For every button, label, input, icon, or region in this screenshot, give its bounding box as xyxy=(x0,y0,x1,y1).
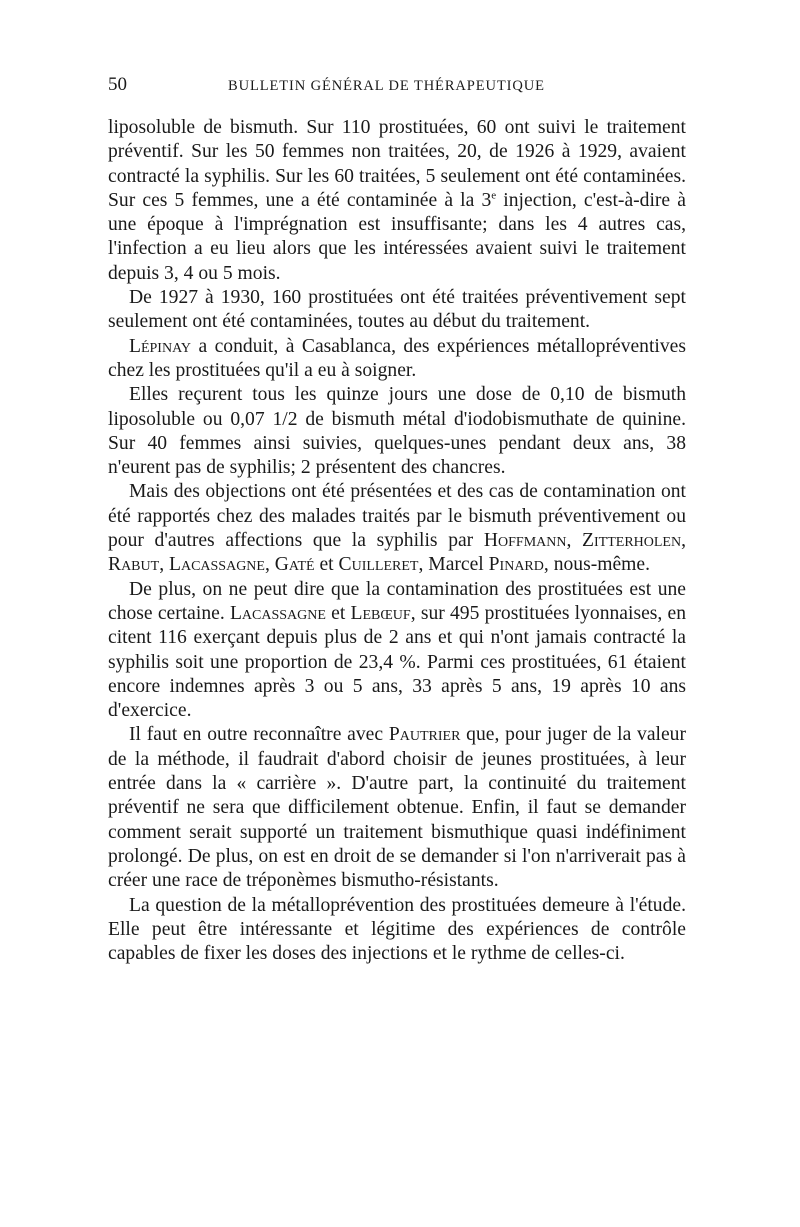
paragraph-7 xyxy=(108,723,686,893)
text-run: , sur 495 prostituées lyonnaises, en citent 116 exerçant depuis plus de 2 ans et qui n'ont jamais contracté la syphilis soit une proportion de 23,4 %. Parmi ces prostituées, 61 étaient encore indemnes après 3 ou 5 ans, 33 après 5 ans, 19 après 10 ans d'exercice. xyxy=(108,602,687,722)
author-name: Gaté xyxy=(274,554,315,576)
text-run: Il faut en outre reconnaître avec xyxy=(129,724,389,746)
paragraph-3 xyxy=(108,335,686,384)
running-title: BULLETIN GÉNÉRAL DE THÉRAPEUTIQUE xyxy=(228,78,545,94)
text-run: liposoluble de bismuth. Sur 110 prostituées, 60 ont suivi le traitement préventif. Sur les 50 femmes non traitées, 20, de 1926 à 1929, avaient contracté la syphilis. Sur les 60 traitées, 5 seulement ont été contaminées. Sur ces 5 femmes, une a été contaminée à la 3 xyxy=(108,117,686,211)
text-run: , xyxy=(566,530,583,552)
paragraph-6 xyxy=(108,578,686,724)
text-run: , nous-même. xyxy=(543,554,651,576)
paragraph-4 xyxy=(108,383,686,480)
text-run: De plus, on ne peut dire que la contamination des prostituées est une chose certaine. xyxy=(108,578,686,624)
body-text xyxy=(108,116,686,966)
text-run: , xyxy=(681,530,686,552)
author-name: Lacassagne xyxy=(168,554,265,576)
text-run: a conduit, à Casablanca, des expériences métallopréventives chez les prostituées qu'il a eu à soigner. xyxy=(108,335,686,381)
author-name: Cuilleret xyxy=(338,554,419,576)
text-run: injection, c'est-à-dire à une époque à l'imprégnation est insuffisante; dans les 4 autres cas, l'infection a eu lieu alors que les intéressées avaient suivi le traitement depuis 3, 4 ou 5 mois. xyxy=(108,189,686,284)
text-run: , xyxy=(159,554,169,576)
paragraph-2 xyxy=(108,286,686,335)
paragraph-5 xyxy=(108,480,686,577)
paragraph-8 xyxy=(108,894,686,967)
text-run: , Marcel xyxy=(418,554,489,576)
author-name: Lépinay xyxy=(129,335,192,357)
text-run: De 1927 à 1930, 160 prostituées ont été traitées préventivement sept seulement ont été contaminées, toutes au début du traitement. xyxy=(108,287,686,333)
text-run: et xyxy=(325,602,351,624)
text-run: , xyxy=(264,554,275,576)
author-name: Lacassagne xyxy=(229,602,326,624)
author-name: Pinard xyxy=(488,554,544,576)
paragraph-1 xyxy=(108,116,686,286)
text-run: Mais des objections ont été présentées et des cas de contamination ont été rapportés chez des malades traités par le bismuth préventivement ou pour d'autres affections que la syphilis par xyxy=(108,481,686,552)
text-run: et xyxy=(314,554,339,576)
author-name: Rabut xyxy=(108,554,160,576)
book-page xyxy=(108,74,686,966)
author-name: Hoffmann xyxy=(483,530,567,552)
page-number: 50 xyxy=(108,74,127,95)
text-run: Elles reçurent tous les quinze jours une dose de 0,10 de bismuth liposoluble ou 0,07 1/2 de bismuth métal d'iodobismuthate de quinine. Sur 40 femmes ainsi suivies, quelques-unes pendant deux ans, 38 n'eurent pas de syphilis; 2 présentent des chancres. xyxy=(108,384,686,479)
author-name: Pautrier xyxy=(388,724,461,746)
text-run: que, pour juger de la valeur de la méthode, il faudrait d'abord choisir de jeunes prostituées, à leur entrée dans la « carrière ». D'autre part, la continuité du traitement préventif ne sera que difficilement obtenue. Enfin, il faut se demander comment serait supporté un traitement bismuthique quasi indéfiniment prolongé. De plus, on est en droit de se demander si l'on n'arriverait pas à créer une race de tréponèmes bismutho-résistants. xyxy=(108,724,687,892)
text-run: La question de la métalloprévention des prostituées demeure à l'étude. Elle peut être intéressante et légitime des expériences de contrôle capables de fixer les doses des injections et le rythme de celles-ci. xyxy=(108,894,686,965)
superscript: e xyxy=(491,189,497,202)
author-name: Zitterholen xyxy=(582,530,682,552)
author-name: Lebœuf xyxy=(350,602,411,624)
page-header xyxy=(108,74,686,104)
